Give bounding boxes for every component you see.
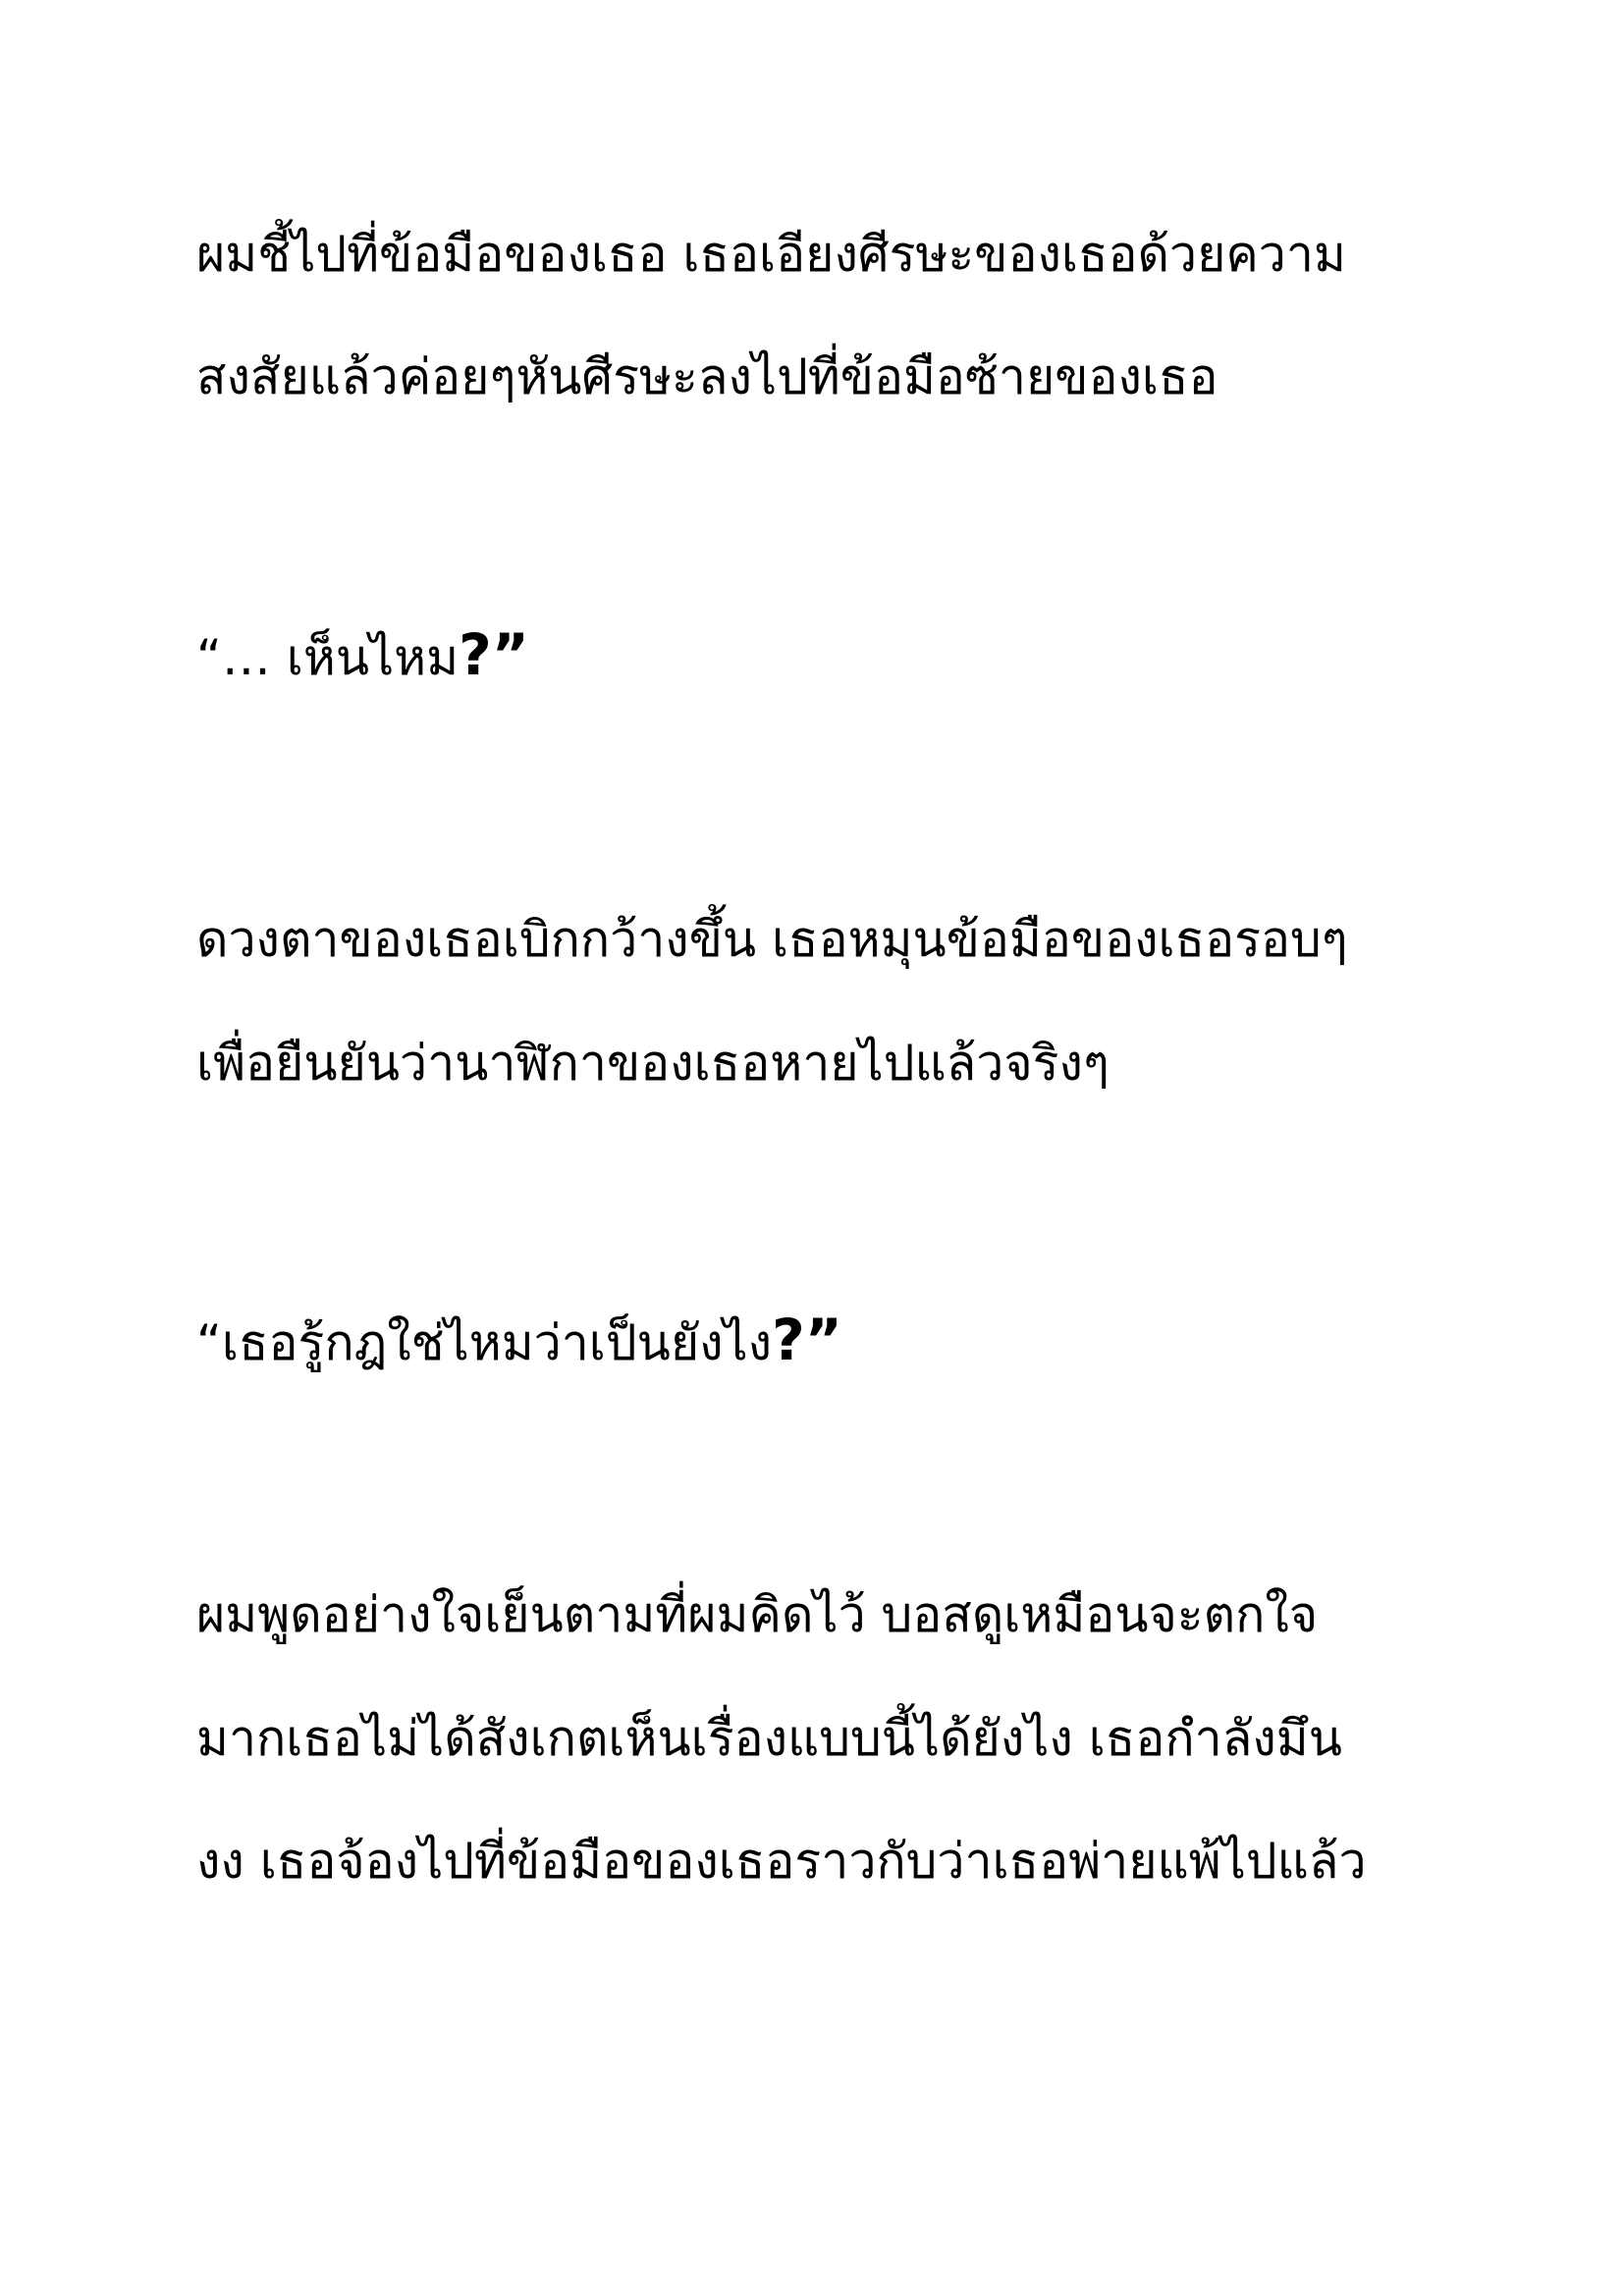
paragraph-1-line-1: ผมชี้ไปที่ข้อมือของเธอ เธอเอียงศีรษะของเธอด้วยความ [196, 226, 1346, 283]
dialogue-2-punctuation: ?” [772, 1307, 842, 1373]
dialogue-1-punctuation: ?” [459, 621, 529, 688]
dialogue-2 [196, 1301, 842, 1382]
paragraph-3-line-2: มากเธอไม่ได้สังเกตเห็นเรื่องแบบนี้ได้ยังไง เธอกำลังมึน [196, 1710, 1342, 1767]
paragraph-2-line-2: เพื่อยืนยันว่านาฬิกาของเธอหายไปแล้วจริงๆ [196, 1035, 1110, 1092]
dialogue-2-text: “เธอรู้กฎใช่ไหมว่าเป็นยังไง [196, 1314, 773, 1371]
dialogue-1-text: “… เห็นไหม [196, 629, 460, 686]
paragraph-3-line-1: ผมพูดอย่างใจเย็นตามที่ผมคิดไว้ บอสดูเหมือนจะตกใจ [196, 1586, 1319, 1643]
paragraph-3-line-3: งง เธอจ้องไปที่ข้อมือของเธอราวกับว่าเธอพ่ายแพ้ไปแล้ว [196, 1833, 1367, 1890]
dialogue-1 [196, 615, 529, 697]
paragraph-1-line-2: สงสัยแล้วค่อยๆหันศีรษะลงไปที่ข้อมือซ้ายของเธอ [196, 348, 1218, 405]
paragraph-2-line-1: ดวงตาของเธอเบิกกว้างขึ้น เธอหมุนข้อมือของเธอรอบๆ [196, 911, 1348, 968]
